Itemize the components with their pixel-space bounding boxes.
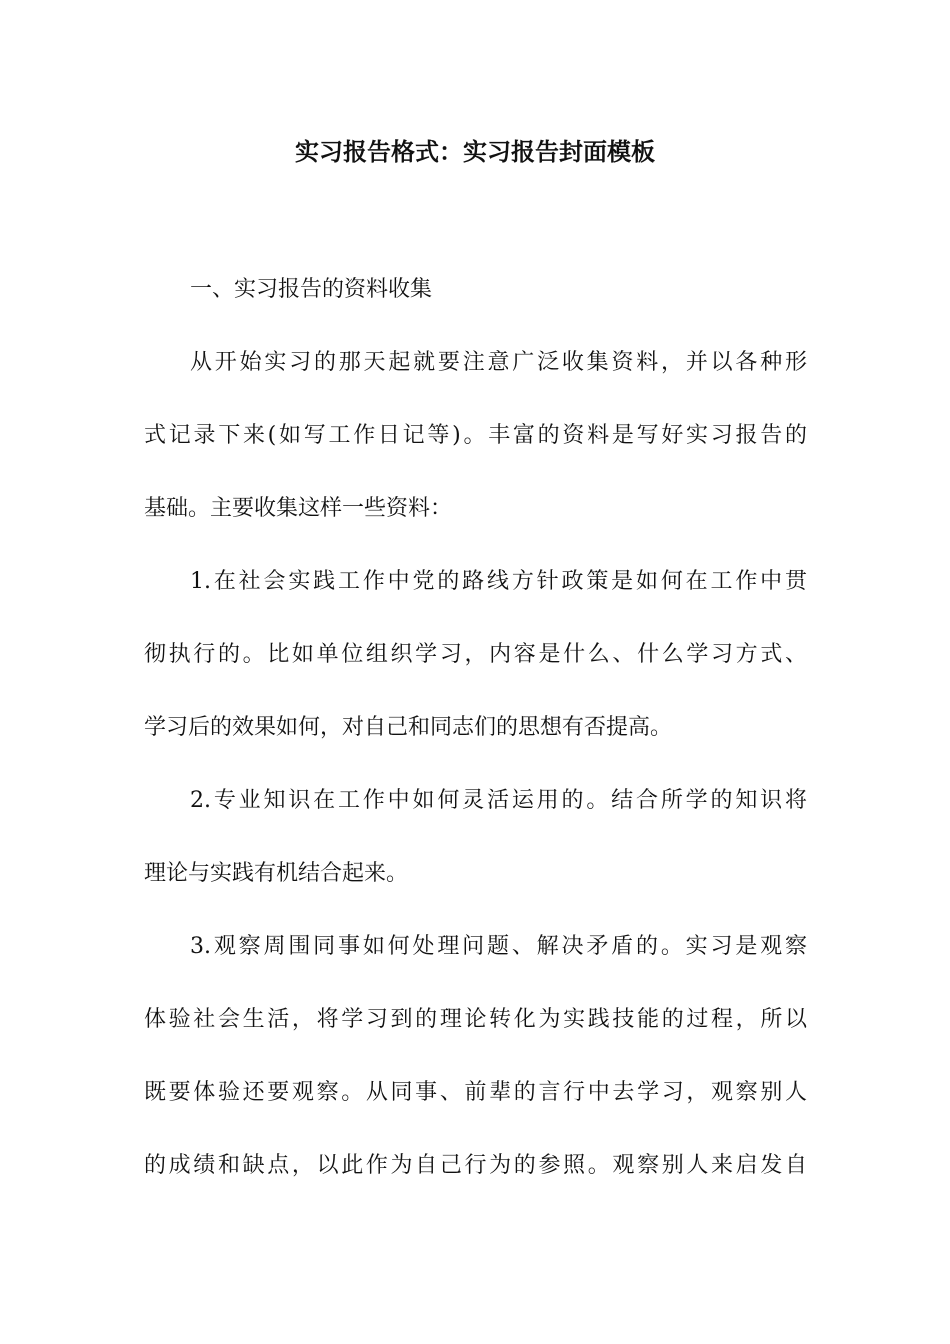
text-line: 既要体验还要观察。从同事、前辈的言行中去学习，观察别人 [144,1080,807,1105]
text-line: 3.观察周围同事如何处理问题、解决矛盾的。实习是观察 [190,934,807,959]
document-title: 实习报告格式：实习报告封面模板 [295,138,655,166]
text-line: 体验社会生活，将学习到的理论转化为实践技能的过程，所以 [144,1007,807,1032]
document-body [144,253,807,1202]
text-line: 学习后的效果如何，对自己和同志们的思想有否提高。 [144,715,673,740]
paragraph-item-2 [144,764,807,910]
text-line: 彻执行的。比如单位组织学习，内容是什么、什么学习方式、 [144,642,807,667]
text-line: 从开始实习的那天起就要注意广泛收集资料，并以各种形 [190,350,807,375]
section-heading-1 [144,253,807,326]
text-line: 式记录下来(如写工作日记等)。丰富的资料是写好实习报告的 [144,423,807,448]
paragraph-collect-materials [144,326,807,545]
paragraph-item-3 [144,910,807,1202]
text-line: 一、实习报告的资料收集 [190,277,433,302]
text-line: 1.在社会实践工作中党的路线方针政策是如何在工作中贯 [190,569,807,594]
text-line: 理论与实践有机结合起来。 [144,861,409,886]
paragraph-item-1 [144,545,807,764]
text-line: 2.专业知识在工作中如何灵活运用的。结合所学的知识将 [190,788,807,813]
text-line: 基础。主要收集这样一些资料： [144,496,453,521]
text-line: 的成绩和缺点，以此作为自己行为的参照。观察别人来启发自 [144,1153,807,1178]
